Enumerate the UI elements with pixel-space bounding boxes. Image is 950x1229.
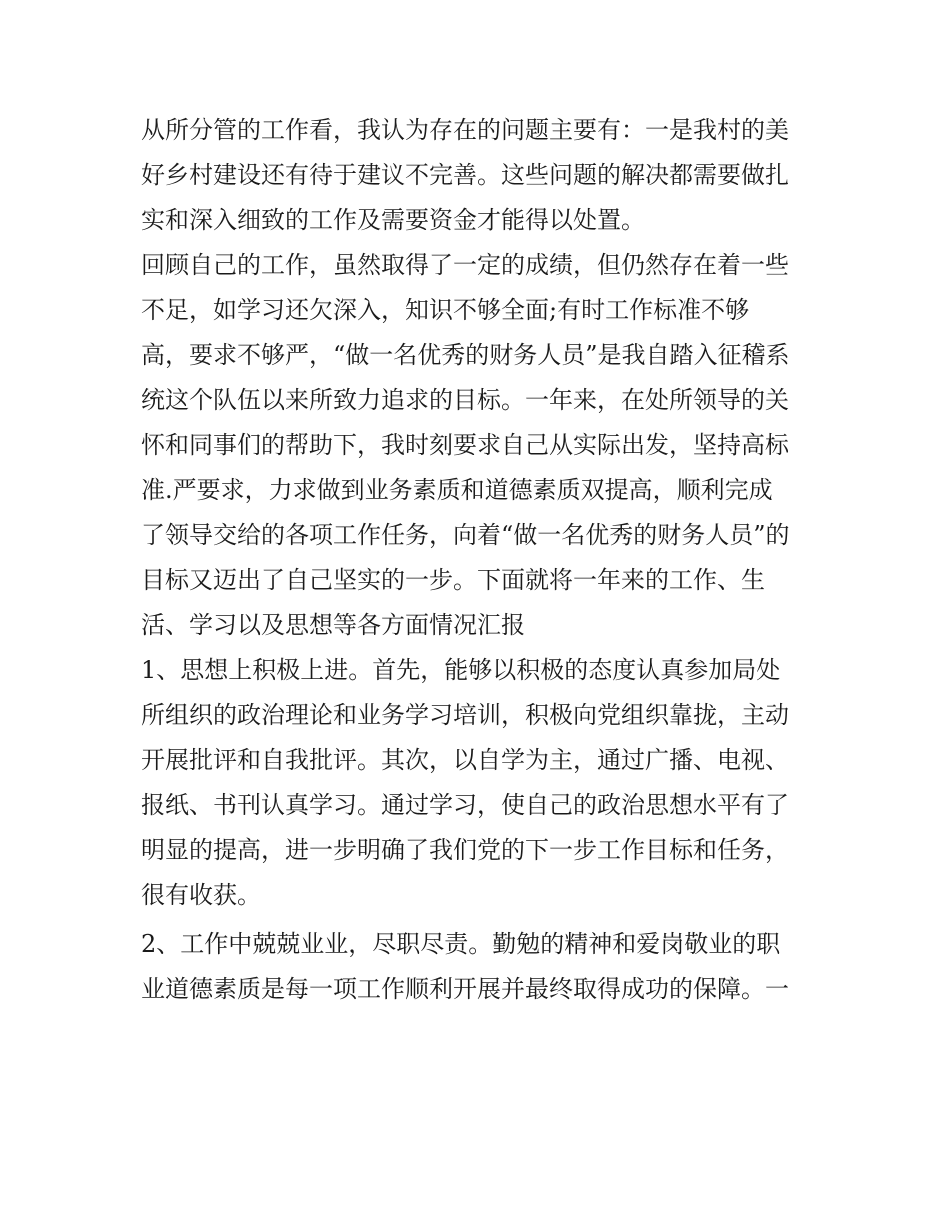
text-line: 怀和同事们的帮助下，我时刻要求自己从实际出发，坚持高标 — [141, 431, 789, 459]
text-line: 回顾自己的工作，虽然取得了一定的成绩，但仍然存在着一些 — [141, 251, 789, 279]
paragraph-review — [141, 243, 813, 648]
text-line: 不足，如学习还欠深入，知识不够全面;有时工作标准不够 — [141, 296, 750, 324]
paragraph-problems — [141, 108, 813, 243]
text-line: 好乡村建设还有待于建议不完善。这些问题的解决都需要做扎 — [141, 161, 789, 189]
text-line: 活、学习以及思想等各方面情况汇报 — [141, 611, 525, 639]
text-line: 开展批评和自我批评。其次，以自学为主，通过广播、电视、 — [141, 746, 789, 774]
text-line: 报纸、书刊认真学习。通过学习，使自己的政治思想水平有了 — [141, 791, 789, 819]
text-line: 明显的提高，进一步明确了我们党的下一步工作目标和任务， — [141, 836, 789, 864]
text-line: 目标又迈出了自己坚实的一步。下面就将一年来的工作、生 — [141, 566, 765, 594]
text-line: 统这个队伍以来所致力追求的目标。一年来，在处所领导的关 — [141, 386, 789, 414]
text-line: 很有收获。 — [141, 881, 261, 909]
text-line: 业道德素质是每一项工作顺利开展并最终取得成功的保障。一 — [141, 975, 789, 1003]
text-line: 实和深入细致的工作及需要资金才能得以处置。 — [141, 206, 645, 234]
paragraph-work-ethic — [141, 922, 813, 1012]
text-line: 1、思想上积极上进。首先，能够以积极的态度认真参加局处 — [141, 656, 781, 684]
text-line: 2、工作中兢兢业业，尽职尽责。勤勉的精神和爱岗敬业的职 — [141, 930, 781, 958]
text-line: 从所分管的工作看，我认为存在的问题主要有：一是我村的美 — [141, 116, 789, 144]
text-line: 了领导交给的各项工作任务，向着“做一名优秀的财务人员”的 — [141, 521, 790, 549]
paragraph-ideology — [141, 648, 813, 918]
text-line: 所组织的政治理论和业务学习培训，积极向党组织靠拢，主动 — [141, 701, 789, 729]
text-line: 高，要求不够严，“做一名优秀的财务人员”是我自踏入征稽系 — [141, 341, 790, 369]
text-line: 准.严要求，力求做到业务素质和道德素质双提高，顺利完成 — [141, 476, 773, 504]
document-body — [141, 108, 813, 1012]
